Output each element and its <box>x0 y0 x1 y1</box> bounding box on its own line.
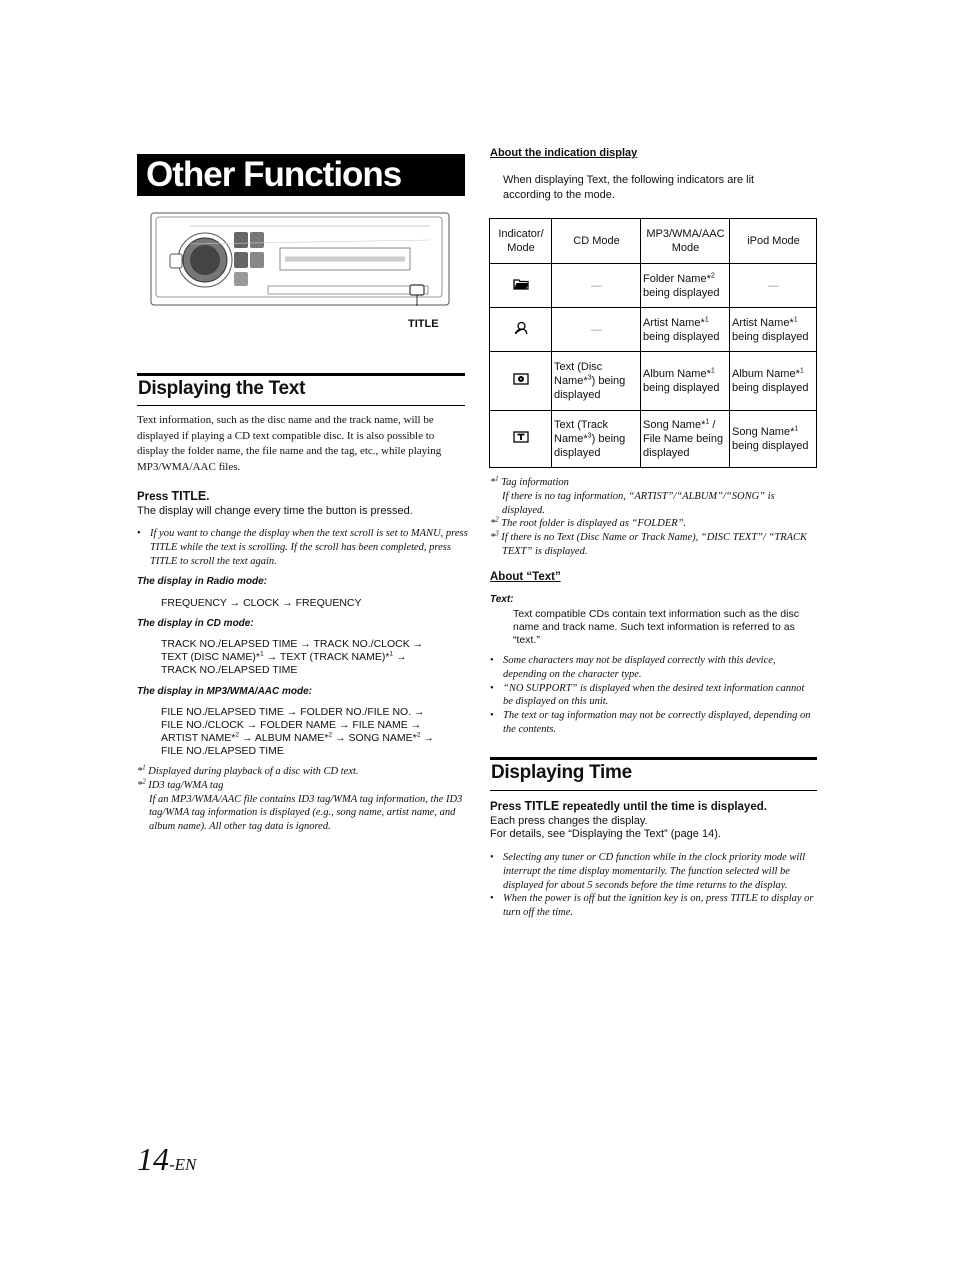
page-title-bar <box>137 154 465 196</box>
footnotes-left: *$^1$ Displayed during playback of a disc with CD text. *$^2$ ID3 tag/WMA tag If an MP3/WMA/AAC file contains ID3 tag/WMA tag information, the ID3 tag/WMA tag information is displayed (e.g., song name, artist name, and album name). All other tag data is ignored. <box>137 764 463 833</box>
title-button-label: TITLE <box>408 318 439 330</box>
header-cell: Indicator/ Mode <box>490 219 552 264</box>
press-title-instruction: Press TITLE. <box>137 489 210 503</box>
page-title: Other Functions <box>146 155 402 194</box>
table-header-row <box>490 219 817 264</box>
table-cell: — <box>552 264 641 308</box>
table-cell: Artist Name*$^1$ being displayed <box>730 308 817 352</box>
table-cell: Text (Track Name*$^3$) being displayed <box>552 411 641 468</box>
table-row <box>490 308 817 352</box>
time-description: Each press changes the display. For details, see “Displaying the Text” (page 14). <box>490 815 721 840</box>
folder-indicator-icon <box>490 264 552 308</box>
title-button <box>410 285 424 295</box>
section-heading-displaying-time: Displaying Time <box>490 757 817 791</box>
mp3-mode-sequence: FILE NO./ELAPSED TIME → FOLDER NO./FILE NO. → FILE NO./CLOCK → FOLDER NAME → FILE NAME → ARTIST NAME*$^2$ → ALBUM NAME*$^2$ → SONG NAME*$^2$ → FILE NO./ELAPSED TIME <box>161 706 434 757</box>
intro-paragraph: Text information, such as the disc name and the track name, will be displayed if playing a CD text compatible disc. It is also possible to display the folder name, the file name and the tag, etc., while playing MP3/WMA/AAC files. <box>137 414 442 473</box>
mp3-mode-heading: The display in MP3/WMA/AAC mode: <box>137 686 313 697</box>
indication-heading: About the indication display <box>490 147 638 159</box>
scroll-note: • If you want to change the display when the text scroll is set to MANU, press TITLE while the text is scrolling. If the scroll has been completed, press TITLE to scroll the text again. <box>137 527 476 568</box>
table-row <box>490 411 817 468</box>
table-cell: — <box>552 308 641 352</box>
indicator-table <box>489 218 817 468</box>
press-title-description: The display will change every time the button is pressed. <box>137 505 413 517</box>
time-notes: • Selecting any tuner or CD function while in the clock priority mode will interrupt the time display momentarily. The function selected will be displayed for about 5 seconds before the time returns to the display. • When the power is off but the ignition key is on, press TITLE to display or turn off the time. <box>490 851 816 920</box>
text-term: Text: <box>490 594 514 605</box>
table-cell: Song Name*$^1$ being displayed <box>730 411 817 468</box>
radio-mode-heading: The display in Radio mode: <box>137 576 268 587</box>
page-number: 14-EN <box>137 1141 197 1177</box>
about-text-notes: • Some characters may not be displayed correctly with this device, depending on the character type. • “NO SUPPORT” is displayed when the desired text information cannot be displayed on this unit. • The text or tag information may not be correctly displayed, depending on the contents. <box>490 654 816 737</box>
cd-mode-heading: The display in CD mode: <box>137 618 254 629</box>
press-title-time-instruction: Press TITLE repeatedly until the time is displayed. <box>490 799 767 813</box>
car-stereo-illustration <box>150 212 450 306</box>
text-definition: Text compatible CDs contain text information such as the disc name and track name. Such text information is referred to as “text.” <box>513 608 799 646</box>
table-cell: Song Name*$^1$ / File Name being displayed <box>641 411 730 468</box>
radio-mode-sequence: FREQUENCY → CLOCK → FREQUENCY <box>161 597 362 609</box>
header-cell: CD Mode <box>552 219 641 264</box>
cd-mode-sequence: TRACK NO./ELAPSED TIME → TRACK NO./CLOCK → TEXT (DISC NAME)*$^1$ → TEXT (TRACK NAME)*$^1$ → TRACK NO./ELAPSED TIME <box>161 638 424 676</box>
table-row <box>490 264 817 308</box>
table-cell: Text (Disc Name*$^3$) being displayed <box>552 352 641 411</box>
table-cell: Folder Name*$^2$ being displayed <box>641 264 730 308</box>
table-cell: — <box>730 264 817 308</box>
indication-intro: When displaying Text, the following indicators are lit according to the mode. <box>503 174 755 201</box>
header-cell: MP3/WMA/AAC Mode <box>641 219 730 264</box>
track-indicator-icon <box>490 411 552 468</box>
artist-indicator-icon <box>490 308 552 352</box>
footnotes-right: *$^1$ Tag information If there is no tag information, “ARTIST”/“ALBUM”/“SONG” is displayed. *$^2$ The root folder is displayed as “FOLDER”. *$^3$ If there is no Text (Disc Name or Track Name), “DISC TEXT”/ “TRACK TEXT” is displayed. <box>490 475 808 557</box>
section-heading-displaying-text: Displaying the Text <box>137 373 465 406</box>
header-cell: iPod Mode <box>730 219 817 264</box>
table-cell: Artist Name*$^1$ being displayed <box>641 308 730 352</box>
table-cell: Album Name*$^1$ being displayed <box>641 352 730 411</box>
table-cell: Album Name*$^1$ being displayed <box>730 352 817 411</box>
disc-indicator-icon <box>490 352 552 411</box>
table-row <box>490 352 817 411</box>
about-text-heading: About “Text” <box>490 571 561 583</box>
